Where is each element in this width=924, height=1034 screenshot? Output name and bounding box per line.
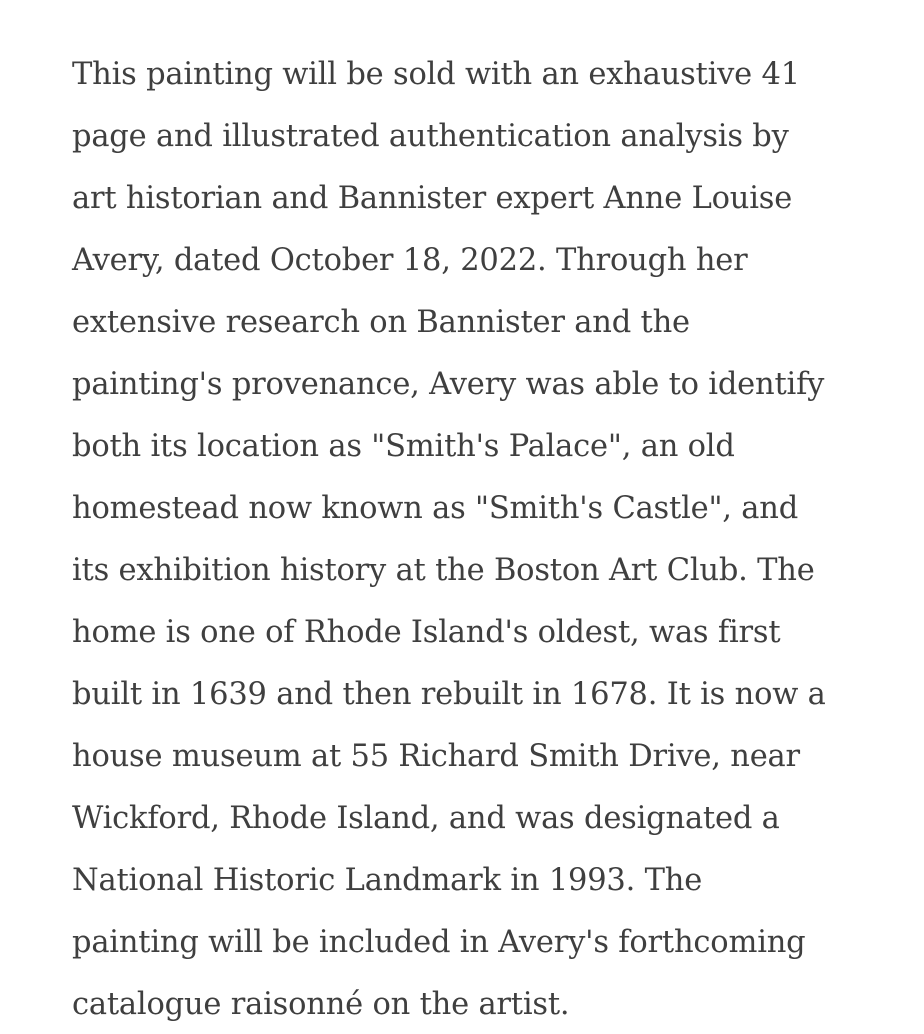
- description-line: extensive research on Bannister and the: [72, 305, 690, 340]
- description-line: painting will be included in Avery's forthcoming: [72, 925, 806, 960]
- description-line: National Historic Landmark in 1993. The: [72, 863, 703, 898]
- description-line: page and illustrated authentication analysis by: [72, 119, 789, 154]
- description-line: both its location as "Smith's Palace", an old: [72, 429, 735, 464]
- description-line: built in 1639 and then rebuilt in 1678. It is now a: [72, 677, 826, 712]
- description-line: home is one of Rhode Island's oldest, was first: [72, 615, 781, 650]
- description-line: painting's provenance, Avery was able to identify: [72, 367, 825, 402]
- description-line: Wickford, Rhode Island, and was designated a: [72, 801, 780, 836]
- description-line: art historian and Bannister expert Anne Louise: [72, 181, 793, 216]
- description-line: its exhibition history at the Boston Art Club. The: [72, 553, 815, 588]
- description-line: homestead now known as "Smith's Castle", and: [72, 491, 799, 526]
- painting-description-paragraph: [72, 44, 884, 1034]
- description-line: This painting will be sold with an exhaustive 41: [72, 57, 800, 92]
- description-line: catalogue raisonné on the artist.: [72, 987, 570, 1022]
- description-line: house museum at 55 Richard Smith Drive, near: [72, 739, 800, 774]
- description-line: Avery, dated October 18, 2022. Through her: [72, 243, 748, 278]
